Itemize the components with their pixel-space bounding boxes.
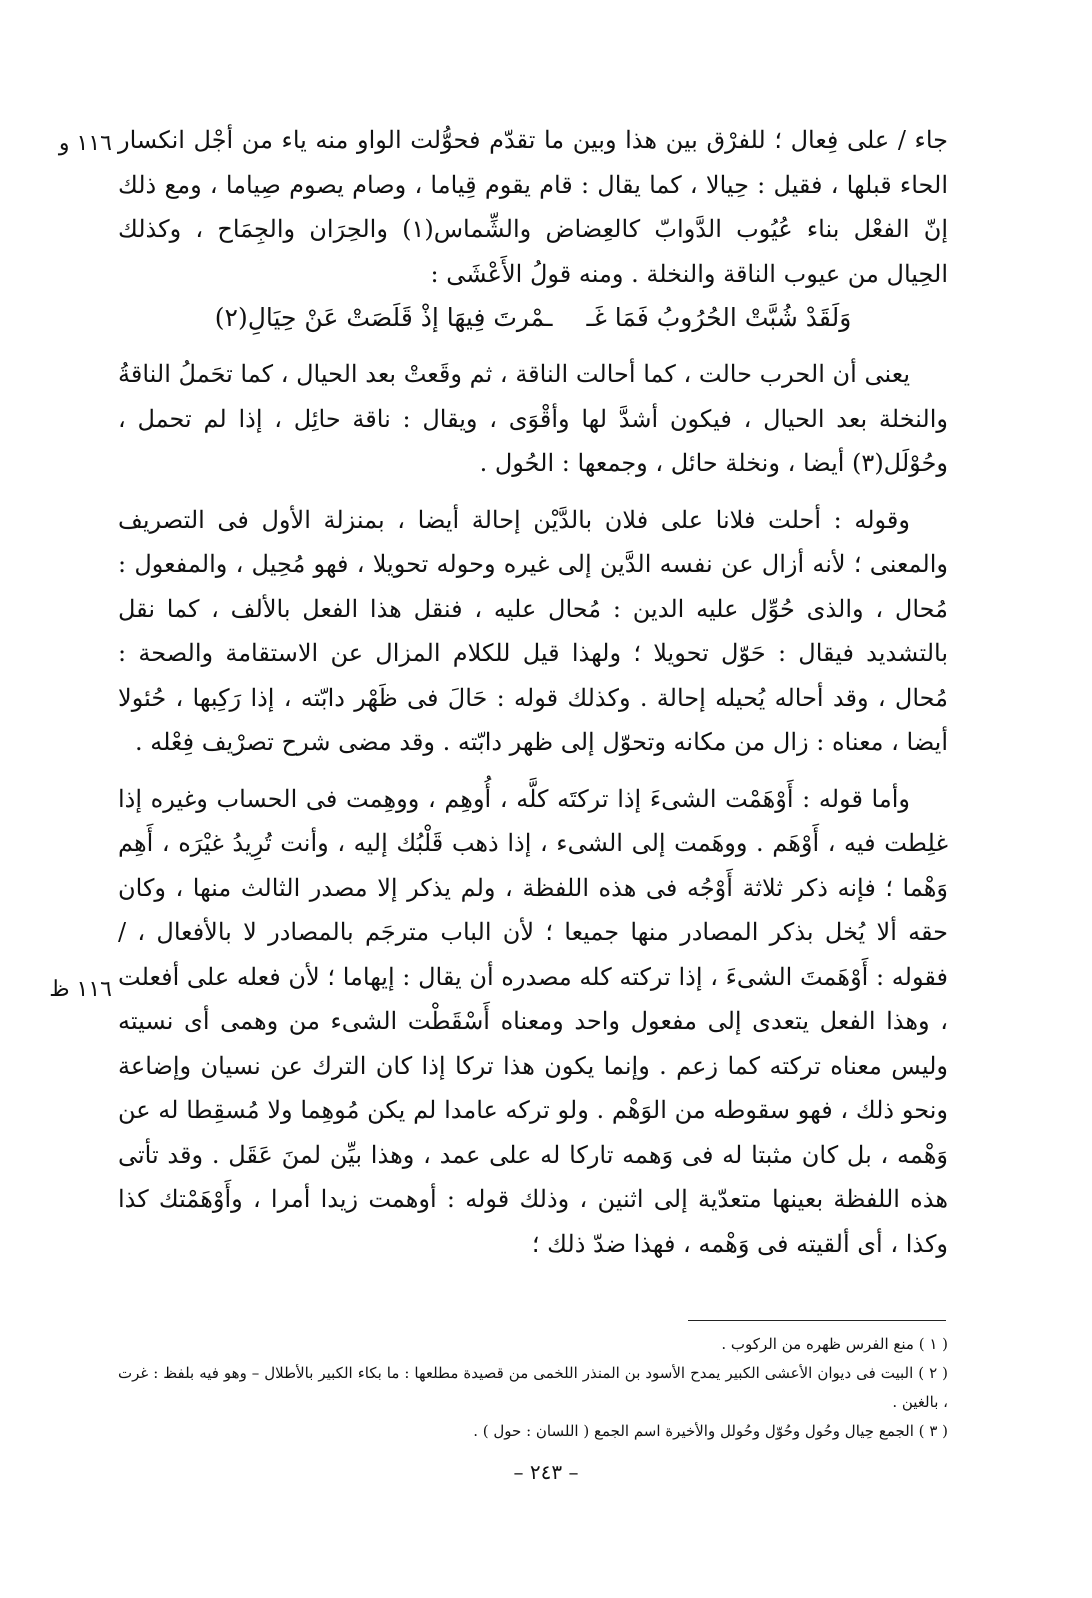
paragraph-2: يعنى أن الحرب حالت ، كما أحالت الناقة ، ثم وقَعتْ بعد الحيال ، كما تحَملُ الناقةُ والنخلة بعد الحيال ، فيكون أشدَّ لها وأقْوَى ، ويقال : ناقة حائِل ، إذا لم تحمل ، وحُوْلَل(٣) أيضا ، ونخلة حائل ، وجمعها : الحُول . <box>118 360 948 477</box>
footnote-3: ( ٣ ) الجمع حِيال وحُول وحُوّل وحُولل والأخيرة اسم الجمع ( اللسان : حول ) . <box>473 1422 948 1440</box>
verse-second-hemistich: ـمْرتَ فِيهَا إذْ قَلَصَتْ عَنْ حِيَالِ(٢) <box>214 303 553 332</box>
footnote-separator <box>688 1320 946 1321</box>
paragraph-4: وأما قوله : أَوْهَمْت الشىءَ إذا تركتَه كلَّه ، أُوهِم ، ووهِمت فى الحساب وغيره إذا غلِطت فيه ، أَوْهَم . ووهَمت إلى الشىء ، إذا ذهب قَلْبُك إليه ، وأنت تُرِيدُ غيْرَه ، أَهِم وَهْما ؛ فإنه ذكر ثلاثة أَوْجُه فى هذه اللفظة ، ولم يذكر إلا مصدر الثالث منها ، وكان حقه ألا يُخل بذكر المصادر منها جميعا ؛ لأن الباب مترجَم بالمصادر لا بالأفعال ، / فقوله : أَوْهَمتَ الشىءَ ، إذا تركته كله مصدره أن يقال : إيهاما ؛ لأن فعله على أفعلت ، وهذا الفعل يتعدى إلى مفعول واحد ومعناه أَسْقَطْت الشىء من وهمى أى نسيته وليس معناه تركته كما زعم . وإنما يكون هذا تركا إذا كان الترك عن نسيان وإضاعة ونحو ذلك ، فهو سقوطه من الوَهْم . ولو تركه عامدا لم يكن مُوهِما ولا مُسقِطا له عن وَهْمه ، بل كان مثبتا له فى وَهمه تاركا له على عمد ، وهذا بيِّن لمنَ عَقَل . وقد تأتى هذه اللفظة بعينها متعدّية إلى اثنين ، وذلك قوله : أوهمت زيدا أمرا ، وأَوْهَمْتك كذا وكذا ، أى ألقيته فى وَهْمه ، فهذا ضدّ ذلك ؛ <box>118 784 948 1258</box>
poetry-verse <box>118 296 948 340</box>
verse-first-hemistich: وَلَقَدْ شُبَّتْ الحُرُوبُ فَمَا غَـ <box>586 303 852 332</box>
footnote-2: ( ٢ ) البيت فى ديوان الأعشى الكبير يمدح الأسود بن المنذر اللخمى من قصيدة مطلعها : ما بكاء الكبير بالأطلال – وهو فيه بلفظ : غرت ، بالغين . <box>118 1364 948 1411</box>
page-number: – ٢٤٣ – <box>513 1460 579 1484</box>
main-text <box>118 118 948 1266</box>
paragraph-1: جاء / على فِعال ؛ للفرْق بين هذا وبين ما تقدّم فحوُّلت الواو منه ياء من أجْل انكسار الحاء قبلها ، فقيل : حِيالا ، كما يقال : قام يقوم قِياما ، وصام يصوم صِياما ، ومع ذلك إنّ الفعْل بناء عُيُوب الدَّوابّ كالعِضاض والشِّماس(١) والحِرَان والجِمَاح ، وكذلك الحِيال من عيوب الناقة والنخلة . ومنه قولُ الأَعْشَى : <box>118 126 948 288</box>
footnotes <box>118 1330 948 1446</box>
footnote-1: ( ١ ) منع الفرس ظهره من الركوب . <box>721 1335 948 1353</box>
manuscript-folio-marker-top: ١١٦ و <box>58 131 112 156</box>
paragraph-3: وقوله : أحلت فلانا على فلان بالدَّيْن إحالة أيضا ، بمنزلة الأول فى التصريف والمعنى ؛ لأنه أزال عن نفسه الدَّين إلى غيره وحوله تحويلا ، فهو مُحِيل ، والمفعول : مُحال ، والذى حُوِّل عليه الدين : مُحال عليه ، فنقل هذا الفعل بالألف ، كما نقل بالتشديد فيقال : حَوّل تحويلا ؛ ولهذا قيل للكلام المزال عن الاستقامة والصحة : مُحال ، وقد أحاله يُحيله إحالة . وكذلك قوله : حَالَ فى ظَهْر دابّته ، إذا رَكِبها ، حُئولا أيضا ، معناه : زال من مكانه وتحوّل إلى ظهر دابّته . وقد مضى شرح تصرْيف فِعْله . <box>118 505 948 756</box>
manuscript-folio-marker-middle: ١١٦ ظ <box>49 977 112 1002</box>
